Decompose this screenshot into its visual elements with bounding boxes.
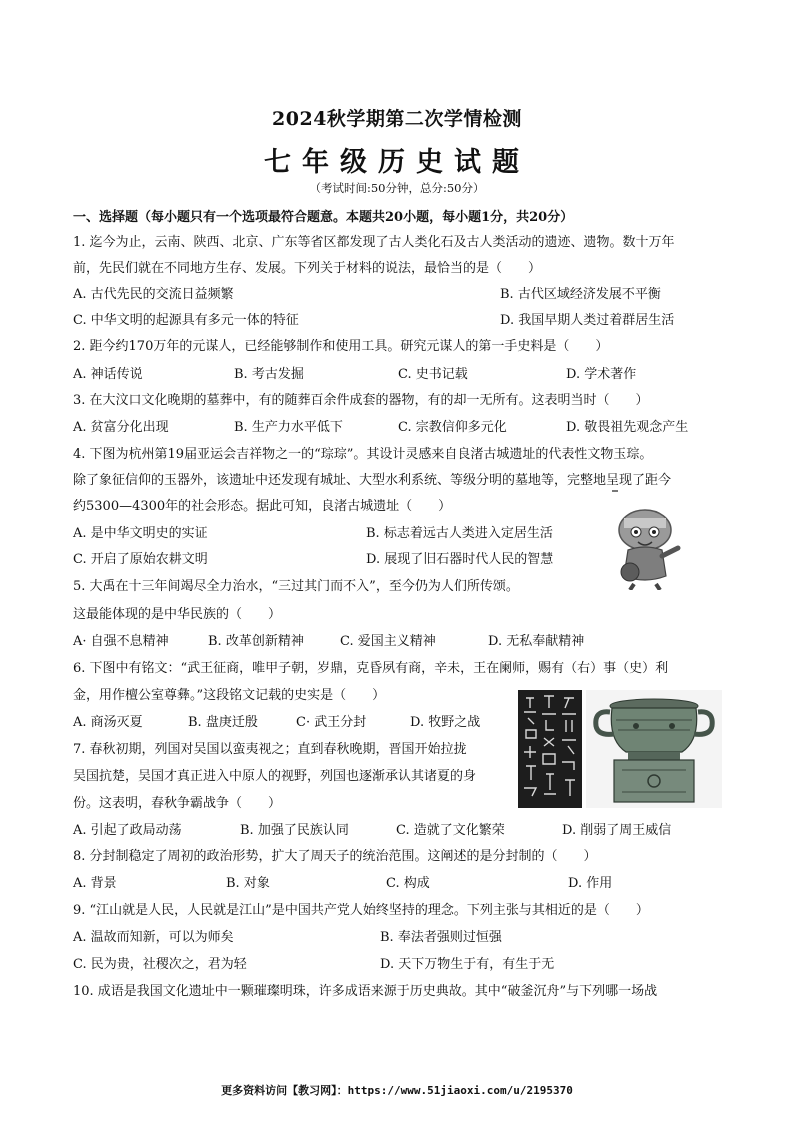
q6-option-b: B. 盘庚迁殷 xyxy=(188,715,258,730)
q9-stem-line1: 9. “江山就是人民，人民就是江山”是中国共产党人始终坚持的理念。下列主张与其相近的是（ ） xyxy=(73,903,649,918)
mascot-congcong-image xyxy=(600,500,690,590)
q4-stem-line3: 约5300—4300年的社会形态。据此可知，良渚古城遗址（ ） xyxy=(73,499,452,514)
q7-stem-line3: 份。这表明，春秋争霸战争（ ） xyxy=(73,796,282,811)
q1-option-d: D. 我国早期人类过着群居生活 xyxy=(500,313,675,328)
q5-stem-line2: 这最能体现的是中华民族的（ ） xyxy=(73,607,282,622)
q1-option-b: B. 古代区域经济发展不平衡 xyxy=(500,287,661,302)
q3-option-c: C. 宗教信仰多元化 xyxy=(398,420,507,435)
q2-option-a: A. 神话传说 xyxy=(73,367,143,382)
exam-title: 2024秋学期第二次学情检测 xyxy=(272,108,522,130)
q3-option-b: B. 生产力水平低下 xyxy=(234,420,343,435)
q5-stem-line1: 5. 大禹在十三年间竭尽全力治水，“三过其门而不入”，至今仍为人们所传颂。 xyxy=(73,579,519,594)
q7-stem-line1: 7. 春秋初期，列国对吴国以蛮夷视之；直到春秋晚期，晋国开始拉拢 xyxy=(73,742,467,757)
q5-option-a: A· 自强不息精神 xyxy=(73,634,169,649)
q9-option-c: C. 民为贵，社稷次之，君为轻 xyxy=(73,957,247,972)
q7-option-d: D. 削弱了周王威信 xyxy=(562,823,672,838)
q4-option-d: D. 展现了旧石器时代人民的智慧 xyxy=(366,552,554,567)
q2-stem-line1: 2. 距今约170万年的元谋人，已经能够制作和使用工具。研究元谋人的第一手史料是（ ） xyxy=(73,339,609,354)
q4-option-b: B. 标志着远古人类进入定居生活 xyxy=(366,526,553,541)
q4-option-a: A. 是中华文明史的实证 xyxy=(73,526,208,541)
q4-stem-line1: 4. 下图为杭州第19届亚运会吉祥物之一的“琮琮”。其设计灵感来自良渚古城遗址的代表性文物玉琮。 xyxy=(73,447,653,462)
q1-stem-line1: 1. 迄今为止，云南、陕西、北京、广东等省区都发现了古人类化石及古人类活动的遗迹、遗物。数十万年 xyxy=(73,235,675,250)
q2-option-d: D. 学术著作 xyxy=(566,367,637,382)
q1-stem-line2: 前，先民们就在不同地方生存、发展。下列关于材料的说法，最恰当的是（ ） xyxy=(73,261,542,276)
q7-option-a: A. 引起了政局动荡 xyxy=(73,823,182,838)
q5-option-d: D. 无私奉献精神 xyxy=(488,634,585,649)
q10-stem-line1: 10. 成语是我国文化遗址中一颗璀璨明珠，许多成语来源于历史典故。其中“破釜沉舟”与下列哪一场战 xyxy=(73,984,658,999)
q9-option-d: D. 天下万物生于有，有生于无 xyxy=(380,957,555,972)
bronze-vessel-image xyxy=(586,690,722,808)
q4-stem-line2: 除了象征信仰的玉器外，该遗址中还发现有城址、大型水利系统、等级分明的墓地等，完整地呈现了距今 xyxy=(73,473,672,488)
exam-subtitle: 七年级历史试题 xyxy=(264,147,530,178)
q2-option-c: C. 史书记载 xyxy=(398,367,468,382)
q6-option-a: A. 商汤灭夏 xyxy=(73,715,143,730)
scan-mark xyxy=(612,490,618,492)
q8-option-d: D. 作用 xyxy=(568,876,613,891)
q5-option-b: B. 改革创新精神 xyxy=(208,634,304,649)
q7-stem-line2: 吴国抗楚，吴国才真正进入中原人的视野，列国也逐渐承认其诸夏的身 xyxy=(73,769,477,784)
inscription-rubbing-image xyxy=(518,690,582,808)
q8-option-a: A. 背景 xyxy=(73,876,117,891)
q7-option-b: B. 加强了民族认同 xyxy=(240,823,349,838)
q9-option-a: A. 温故而知新，可以为师矣 xyxy=(73,930,234,945)
q8-stem-line1: 8. 分封制稳定了周初的政治形势，扩大了周天子的统治范围。这阐述的是分封制的（ ） xyxy=(73,849,597,864)
section-heading: 一、选择题（每小题只有一个选项最符合题意。本题共20小题，每小题1分，共20分） xyxy=(73,210,574,225)
q6-option-c: C· 武王分封 xyxy=(296,715,367,730)
q4-option-c: C. 开启了原始农耕文明 xyxy=(73,552,208,567)
q3-option-a: A. 贫富分化出现 xyxy=(73,420,169,435)
footer-resource-link[interactable]: 更多资料访问【教习网】：https://www.51jiaoxi.com/u/2195370 xyxy=(221,1084,573,1097)
q8-option-c: C. 构成 xyxy=(386,876,430,891)
q5-option-c: C. 爱国主义精神 xyxy=(340,634,436,649)
q6-stem-line1: 6. 下图中有铭文：“武王征商，唯甲子朝，岁鼎，克昏夙有商，辛未，王在阑师，赐有（右）事（史）利 xyxy=(73,661,669,676)
q2-option-b: B. 考古发掘 xyxy=(234,367,304,382)
q7-option-c: C. 造就了文化繁荣 xyxy=(396,823,505,838)
q6-stem-line2: 金，用作檀公室尊彝。”这段铭文记载的史实是（ ） xyxy=(73,688,386,703)
q8-option-b: B. 对象 xyxy=(226,876,270,891)
q1-option-c: C. 中华文明的起源具有多元一体的特征 xyxy=(73,313,299,328)
q9-option-b: B. 奉法者强则过恒强 xyxy=(380,930,502,945)
exam-info: （考试时间:50分钟，总分:50分） xyxy=(309,181,485,195)
q6-option-d: D. 牧野之战 xyxy=(410,715,481,730)
q3-option-d: D. 敬畏祖先观念产生 xyxy=(566,420,689,435)
q3-stem-line1: 3. 在大汶口文化晚期的墓葬中，有的随葬百余件成套的器物，有的却一无所有。这表明当时（ ） xyxy=(73,393,649,408)
q1-option-a: A. 古代先民的交流日益频繁 xyxy=(73,287,234,302)
